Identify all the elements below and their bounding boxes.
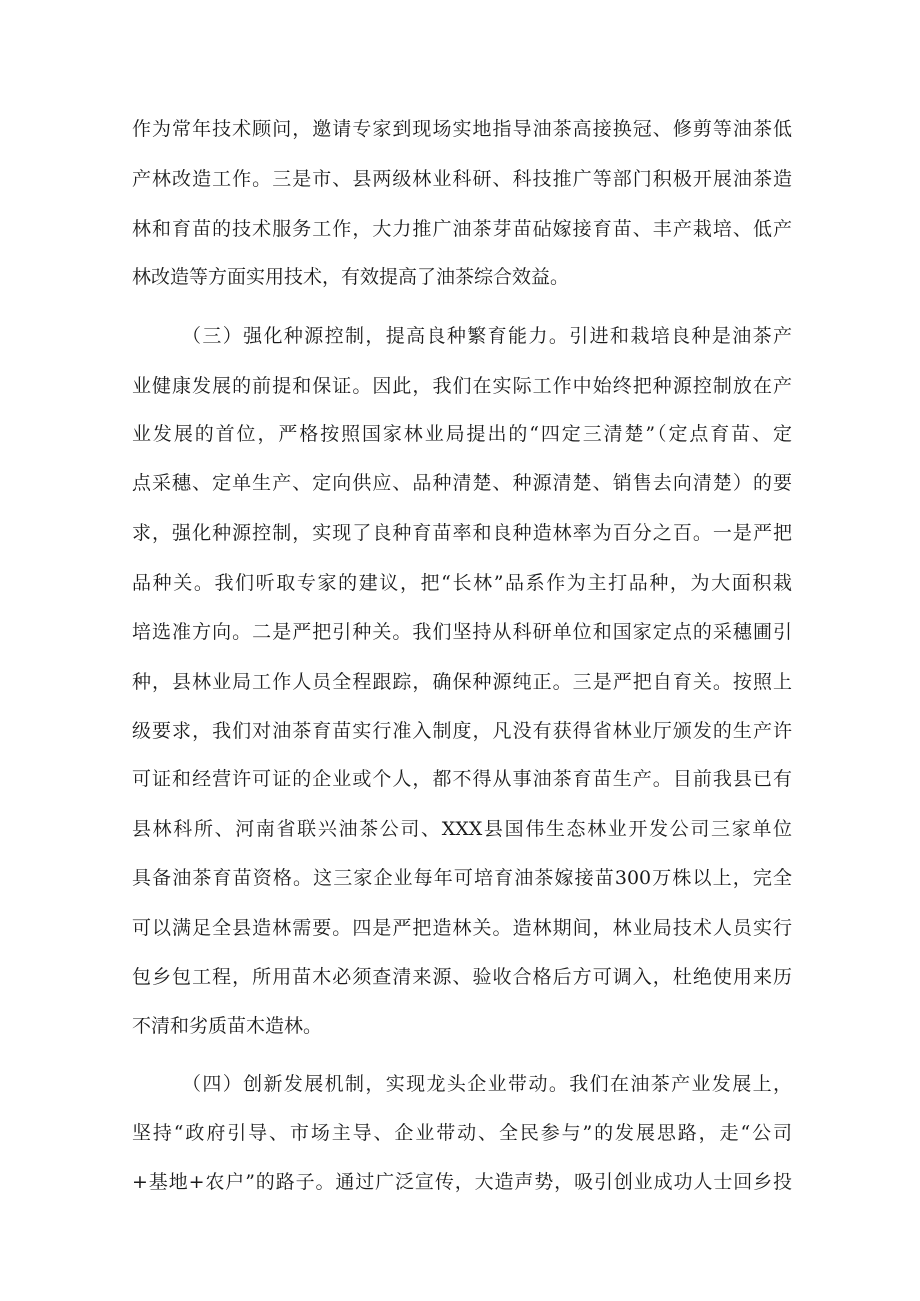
paragraph-2-line-4: 点采穗、定单生产、定向供应、品种清楚、种源清楚、销售去向清楚）的要 (132, 472, 792, 494)
paragraph-2-line-8: 种，县林业局工作人员全程跟踪，确保种源纯正。三是严把自育关。按照上 (132, 671, 792, 693)
paragraph-2-line-12: 具备油茶育苗资格。这三家企业每年可培育油茶嫁接苗300万株以上，完全 (132, 867, 792, 889)
paragraph-3-line-2: 坚持“政府引导、市场主导、企业带动、全民参与”的发展思路，走“公司 (132, 1122, 792, 1144)
paragraph-2-line-2: 业健康发展的前提和保证。因此，我们在实际工作中始终把种源控制放在产 (132, 375, 792, 397)
paragraph-1-line-4: 林改造等方面实用技术，有效提高了油茶综合效益。 (132, 266, 570, 288)
paragraph-2-line-15: 不清和劣质苗木造林。 (132, 1015, 323, 1037)
paragraph-3-line-3: +基地+农户”的路子。通过广泛宣传，大造声势，吸引创业成功人士回乡投 (132, 1171, 792, 1193)
paragraph-2-line-11: 县林科所、河南省联兴油茶公司、XXX县国伟生态林业开发公司三家单位 (132, 818, 792, 840)
paragraph-2-line-13: 可以满足全县造林需要。四是严把造林关。造林期间，林业局技术人员实行 (132, 917, 792, 939)
paragraph-2-line-1: （三）强化种源控制，提高良种繁育能力。引进和栽培良种是油茶产 (182, 325, 792, 347)
paragraph-2-line-7: 培选准方向。二是严把引种关。我们坚持从科研单位和国家定点的采穗圃引 (132, 621, 792, 643)
paragraph-2-line-6: 品种关。我们听取专家的建议，把“长林”品系作为主打品种，为大面积栽 (132, 572, 792, 594)
paragraph-3-line-1: （四）创新发展机制，实现龙头企业带动。我们在油茶产业发展上， (182, 1073, 792, 1095)
paragraph-2-line-9: 级要求，我们对油茶育苗实行准入制度，凡没有获得省林业厅颁发的生产许 (132, 720, 792, 742)
paragraph-2-line-3: 业发展的首位，严格按照国家林业局提出的“四定三清楚”（定点育苗、定 (132, 423, 792, 445)
paragraph-2-line-5: 求，强化种源控制，实现了良种育苗率和良种造林率为百分之百。一是严把 (132, 522, 792, 544)
paragraph-1-line-2: 产林改造工作。三是市、县两级林业科研、科技推广等部门积极开展油茶造 (132, 168, 792, 190)
paragraph-1-line-3: 林和育苗的技术服务工作，大力推广油茶芽苗砧嫁接育苗、丰产栽培、低产 (132, 218, 792, 240)
paragraph-1-line-1: 作为常年技术顾问，邀请专家到现场实地指导油茶高接换冠、修剪等油茶低 (132, 118, 792, 140)
paragraph-2-line-10: 可证和经营许可证的企业或个人，都不得从事油茶育苗生产。目前我县已有 (132, 768, 792, 790)
paragraph-2-line-14: 包乡包工程，所用苗木必须查清来源、验收合格后方可调入，杜绝使用来历 (132, 966, 792, 988)
